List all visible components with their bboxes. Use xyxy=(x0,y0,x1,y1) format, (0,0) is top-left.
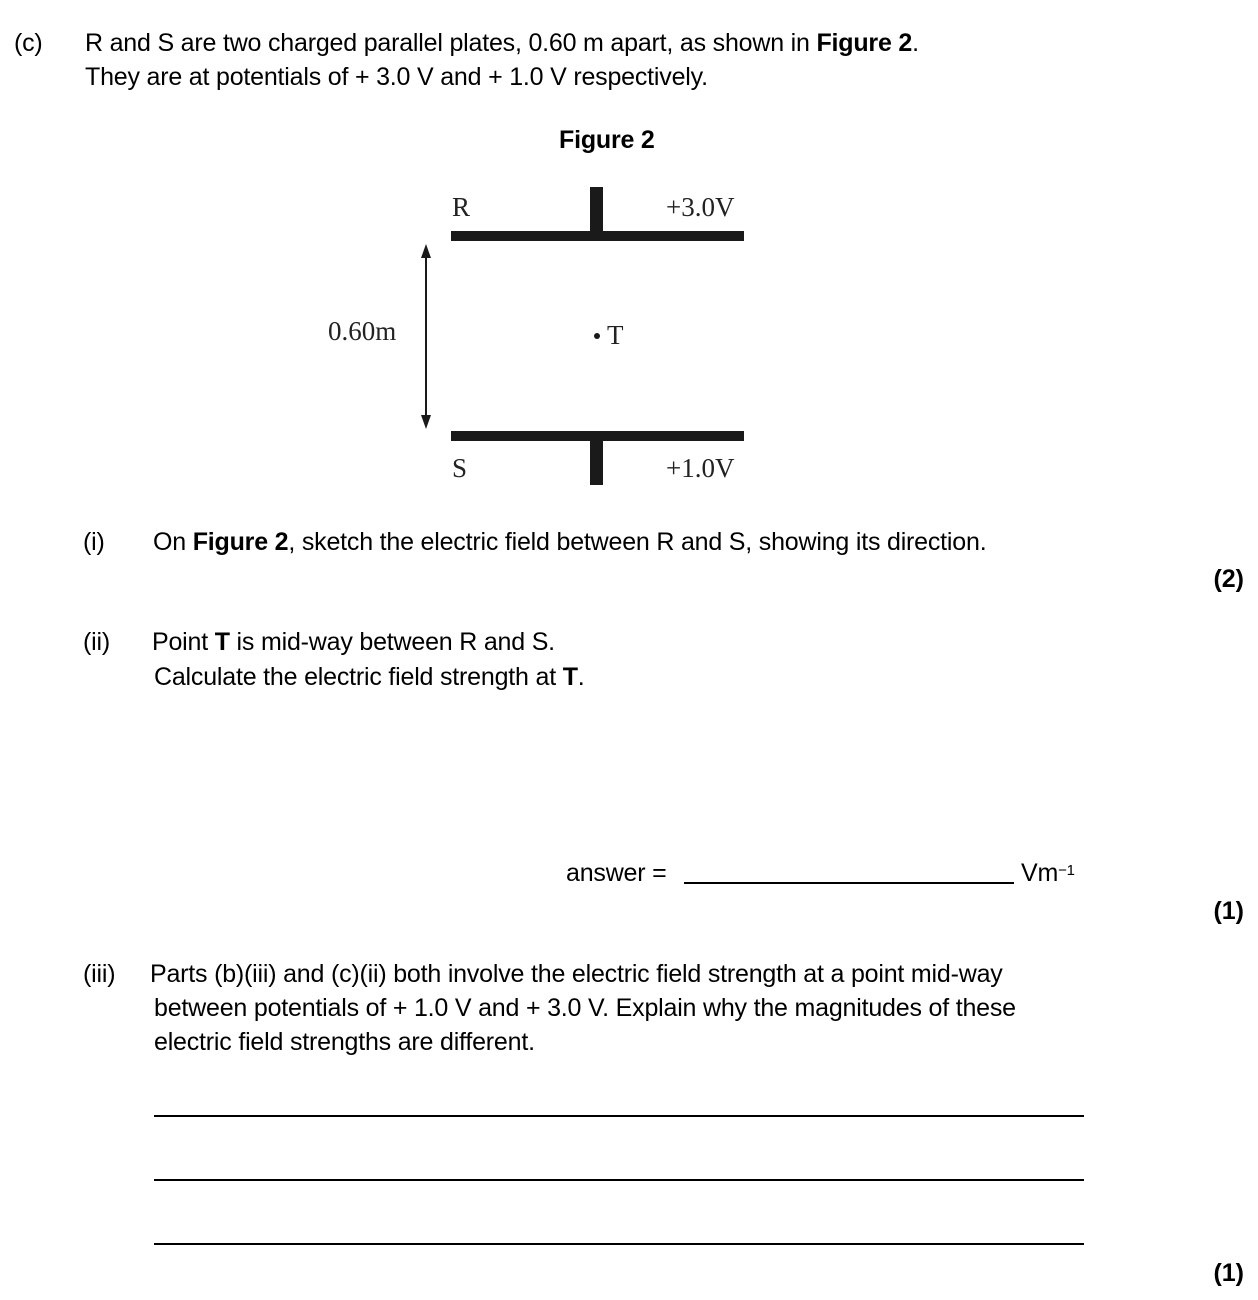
part-i-label: (i) xyxy=(83,528,105,556)
plate-r-connector xyxy=(590,187,603,237)
part-iii-line-3: electric field strengths are different. xyxy=(154,1028,535,1056)
answer-line-3[interactable] xyxy=(154,1243,1084,1245)
part-ii-label: (ii) xyxy=(83,628,110,656)
part-iii-marks: (1) xyxy=(1213,1259,1244,1287)
part-iii-label: (iii) xyxy=(83,960,116,988)
plate-r-potential: +3.0V xyxy=(666,192,735,222)
arrow-down-head-icon xyxy=(421,415,431,429)
part-iii-line-2: between potentials of + 1.0 V and + 3.0 V. Explain why the magnitudes of these xyxy=(154,994,1016,1022)
stem-text-end: . xyxy=(912,29,919,57)
point-t-dot xyxy=(594,333,600,339)
part-ii-line-2-start: Calculate the electric field strength at xyxy=(154,663,563,691)
plate-s-label: S xyxy=(452,453,468,483)
part-ii-line-2 xyxy=(154,660,585,694)
plate-s-potential: +1.0V xyxy=(666,453,735,483)
part-i-text-start: On xyxy=(153,528,193,556)
answer-label: answer = xyxy=(566,859,667,887)
unit-exponent: −1 xyxy=(1058,862,1075,879)
question-label: (c) xyxy=(14,29,43,57)
point-reference: T xyxy=(562,663,578,691)
part-ii-line-1 xyxy=(152,625,555,659)
answer-line-2[interactable] xyxy=(154,1179,1084,1181)
figure-reference: Figure 2 xyxy=(816,29,913,57)
parallel-plates-diagram xyxy=(0,0,1258,500)
figure-title: Figure 2 xyxy=(559,126,655,154)
stem-text: R and S are two charged parallel plates, 0.60 m apart, as shown in xyxy=(85,29,817,57)
answer-unit xyxy=(1021,856,1075,890)
unit-base: Vm xyxy=(1021,859,1059,887)
part-ii-line-1-end: is mid-way between R and S. xyxy=(229,628,555,656)
part-ii-line-1-start: Point xyxy=(152,628,215,656)
figure-reference: Figure 2 xyxy=(192,528,289,556)
plate-r-label: R xyxy=(452,192,471,222)
answer-line-1[interactable] xyxy=(154,1115,1084,1117)
part-i-marks: (2) xyxy=(1213,565,1244,593)
answer-input-line[interactable] xyxy=(684,882,1014,884)
point-t-label: T xyxy=(607,320,624,350)
point-reference: T xyxy=(214,628,230,656)
plate-s-connector xyxy=(590,436,603,485)
part-iii-line-1: Parts (b)(iii) and (c)(ii) both involve the electric field strength at a point mid-way xyxy=(150,960,1003,988)
arrow-up-head-icon xyxy=(421,244,431,258)
part-i-text xyxy=(153,525,986,559)
separation-label: 0.60m xyxy=(328,316,397,346)
part-ii-marks: (1) xyxy=(1213,897,1244,925)
part-i-text-end: , sketch the electric field between R and S, showing its direction. xyxy=(288,528,987,556)
question-stem-line-2: They are at potentials of + 3.0 V and + 1.0 V respectively. xyxy=(85,63,708,91)
part-ii-line-2-end: . xyxy=(577,663,585,691)
